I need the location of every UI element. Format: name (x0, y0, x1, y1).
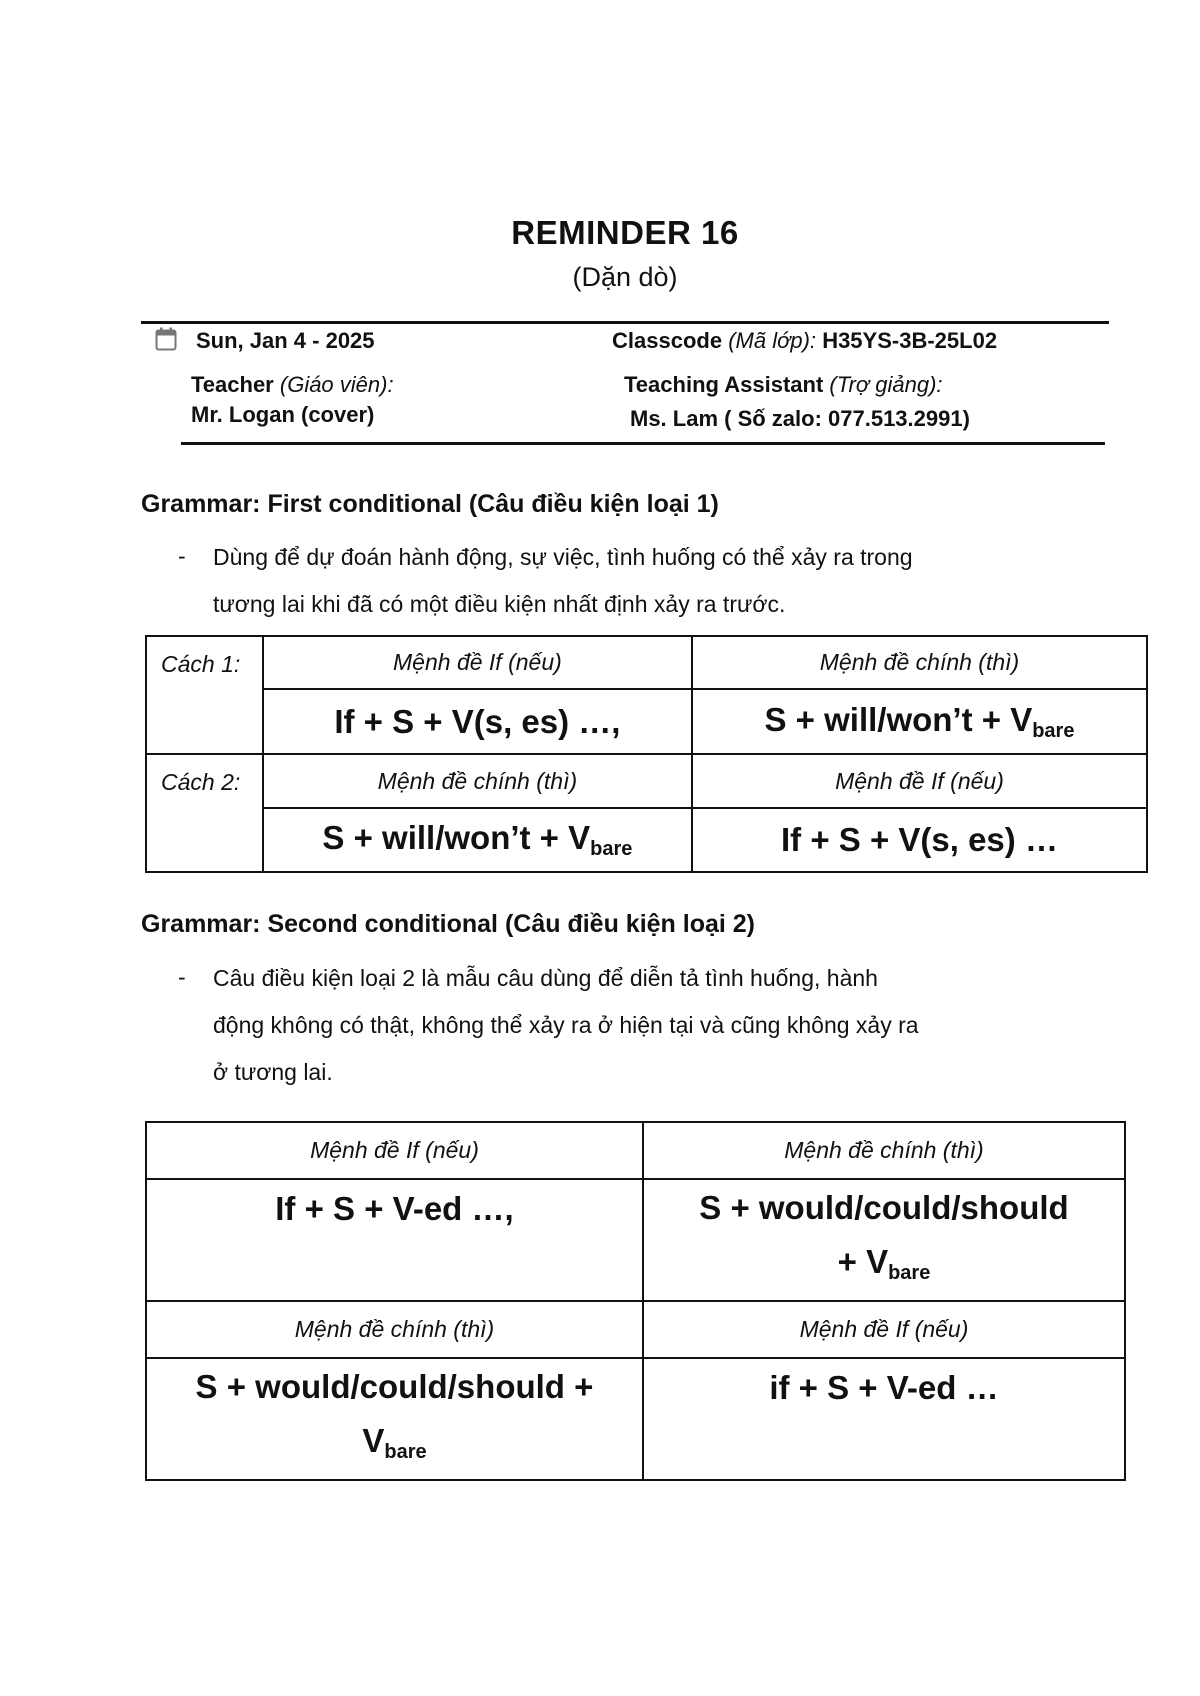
main-clause-header: Mệnh đề chính (thì) (146, 1301, 643, 1358)
teacher (191, 372, 394, 398)
first-conditional-table (145, 635, 1148, 873)
calendar-icon (155, 327, 177, 351)
bullet-dash: - (178, 964, 186, 990)
main-clause-header: Mệnh đề chính (thì) (263, 754, 692, 808)
if-clause-formula: If + S + V(s, es) …, (263, 689, 692, 754)
classcode-vi: (Mã lớp): (728, 328, 817, 353)
second-conditional-description (213, 955, 1113, 1096)
main-clause-formula (263, 808, 692, 872)
main-clause-formula-line-2 (147, 1414, 642, 1479)
info-bottom-rule (181, 442, 1105, 445)
second-conditional-heading: Grammar: Second conditional (Câu điều kiện loại 2) (141, 910, 756, 938)
date-text: Sun, Jan 4 - 2025 (196, 328, 375, 353)
second-desc-line-2: động không có thật, không thể xảy ra ở hiện tại và cũng không xảy ra (213, 1012, 919, 1038)
bare-subscript: bare (590, 838, 633, 860)
ta-vi: (Trợ giảng): (829, 372, 943, 397)
info-top-rule (141, 321, 1109, 324)
if-clause-header: Mệnh đề If (nếu) (263, 636, 692, 689)
ta-label: Teaching Assistant (624, 372, 824, 397)
if-clause-header: Mệnh đề If (nếu) (643, 1301, 1125, 1358)
main-clause-formula-line-1: S + would/could/should + (195, 1367, 594, 1405)
bare-subscript: bare (384, 1440, 427, 1463)
bare-subscript: bare (888, 1261, 931, 1284)
first-conditional-description (213, 534, 1113, 628)
ta-value: Ms. Lam ( Số zalo: 077.513.2991) (630, 406, 970, 431)
main-clause-formula-text: S + will/won’t + V (322, 819, 591, 856)
classcode-value: H35YS-3B-25L02 (822, 328, 998, 353)
main-clause-formula (643, 1179, 1125, 1301)
first-desc-line-1: Dùng để dự đoán hành động, sự việc, tình huống có thể xảy ra trong (213, 544, 913, 570)
main-clause-formula-line-1: S + would/could/should (699, 1188, 1069, 1226)
main-clause-header: Mệnh đề chính (thì) (692, 636, 1147, 689)
classcode-label: Classcode (612, 328, 723, 353)
if-clause-header: Mệnh đề If (nếu) (146, 1122, 643, 1179)
first-desc-line-2: tương lai khi đã có một điều kiện nhất định xảy ra trước. (213, 591, 786, 617)
teaching-assistant (624, 372, 943, 398)
if-clause-formula: If + S + V(s, es) … (692, 808, 1147, 872)
teacher-value: Mr. Logan (cover) (191, 402, 375, 427)
page-subtitle: (Dặn dò) (572, 262, 678, 292)
first-conditional-heading: Grammar: First conditional (Câu điều kiện loại 1) (141, 490, 719, 518)
main-clause-formula-line-2 (644, 1235, 1124, 1300)
second-desc-line-1: Câu điều kiện loại 2 là mẫu câu dùng để diễn tả tình huống, hành (213, 965, 878, 991)
if-clause-header: Mệnh đề If (nếu) (692, 754, 1147, 808)
classcode (612, 328, 997, 354)
second-conditional-table (145, 1121, 1126, 1481)
if-clause-formula: If + S + V-ed …, (146, 1179, 643, 1301)
page-title: REMINDER 16 (511, 214, 739, 251)
main-clause-header: Mệnh đề chính (thì) (643, 1122, 1125, 1179)
main-clause-formula-text: S + will/won’t + V (764, 700, 1033, 738)
main-clause-formula-line-2-text: V (362, 1421, 385, 1459)
if-clause-formula: if + S + V-ed … (643, 1358, 1125, 1480)
teacher-label: Teacher (191, 372, 274, 397)
main-clause-formula (146, 1358, 643, 1480)
bare-subscript: bare (1032, 719, 1075, 742)
main-clause-formula-line-2-text: + V (837, 1242, 889, 1280)
way-2-label: Cách 2: (146, 754, 263, 872)
main-clause-formula (692, 689, 1147, 754)
second-desc-line-3: ở tương lai. (213, 1059, 333, 1085)
way-1-label: Cách 1: (146, 636, 263, 754)
teacher-vi: (Giáo viên): (279, 372, 394, 397)
bullet-dash: - (178, 543, 186, 569)
